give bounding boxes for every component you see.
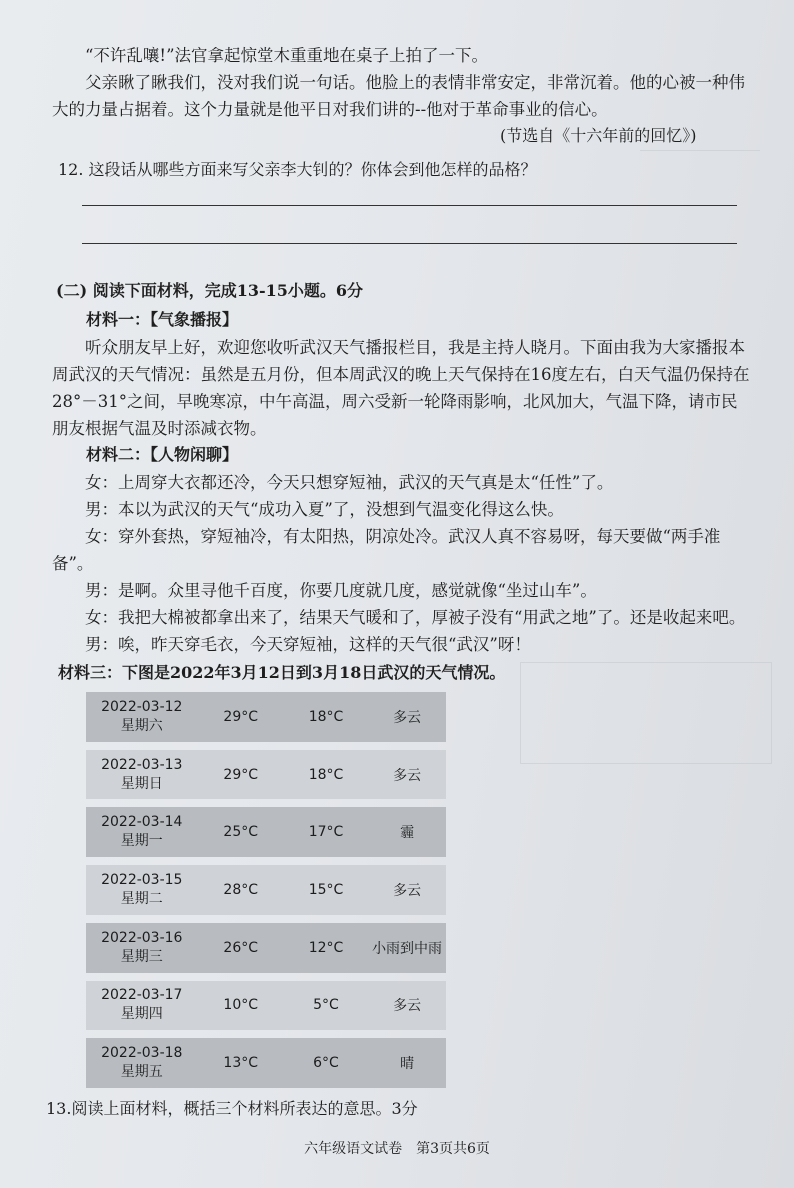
weather-date: 2022-03-15: [101, 871, 183, 888]
answer-line-1[interactable]: [82, 205, 737, 206]
weather-condition: 霾: [368, 807, 446, 857]
weather-weekday: 星期六: [120, 717, 163, 734]
weather-weekday: 星期一: [120, 833, 163, 850]
material-3-heading: 材料三：下图是2022年3月12日到3月18日武汉的天气情况。: [58, 663, 506, 682]
excerpt-paragraph-1: “不许乱嚷!”法官拿起惊堂木重重地在桌子上拍了一下。: [85, 46, 489, 65]
weather-condition: 多云: [368, 692, 446, 742]
excerpt-paragraph-2: 父亲瞅了瞅我们，没对我们说一句话。他脸上的表情非常安定，非常沉着。他的心被一种伟大的力量占据着。这个力量就是他平日对我们讲的--他对于革命事业的信心。: [52, 73, 745, 119]
weather-date: 2022-03-13: [101, 756, 183, 773]
dialogue-line: 女：上周穿大衣都还冷，今天只想穿短袖，武汉的天气真是太“任性”了。: [85, 473, 614, 492]
weather-low: 6°C: [284, 1038, 368, 1088]
weather-high: 28°C: [198, 865, 284, 915]
weather-table: [86, 692, 446, 1088]
weather-high: 13°C: [198, 1038, 284, 1088]
material-2-label: 材料二：【人物闲聊】: [86, 445, 239, 464]
weather-weekday: 星期四: [120, 1006, 163, 1023]
weather-condition: 多云: [368, 981, 446, 1031]
weather-row: [86, 1038, 446, 1088]
weather-date: 2022-03-18: [101, 1045, 183, 1062]
dialogue-line: 男：本以为武汉的天气“成功入夏”了，没想到气温变化得这么快。: [85, 500, 564, 519]
material-1-label: 材料一：【气象播报】: [86, 310, 239, 329]
weather-date-cell: [86, 692, 198, 742]
weather-date: 2022-03-14: [101, 814, 183, 831]
question-13: 13.阅读上面材料，概括三个材料所表达的意思。3分: [46, 1099, 418, 1118]
dialogue-line: 男：唉，昨天穿毛衣，今天穿短袖，这样的天气很“武汉”呀！: [85, 635, 531, 654]
weather-row: [86, 692, 446, 742]
weather-row: [86, 981, 446, 1031]
weather-weekday: 星期三: [120, 948, 163, 965]
question-12: 12. 这段话从哪些方面来写父亲李大钊的？你体会到他怎样的品格？: [58, 160, 537, 179]
weather-weekday: 星期五: [120, 1064, 163, 1081]
weather-row: [86, 865, 446, 915]
weather-high: 25°C: [198, 807, 284, 857]
page-footer: 六年级语文试卷 第3页共6页: [304, 1141, 490, 1157]
weather-high: 29°C: [198, 692, 284, 742]
weather-low: 17°C: [284, 807, 368, 857]
weather-date-cell: [86, 1038, 198, 1088]
weather-low: 15°C: [284, 865, 368, 915]
dialogue-line: 女：穿外套热，穿短袖冷，有太阳热，阴凉处冷。武汉人真不容易呀，每天要做“两手准备”。: [52, 527, 721, 573]
material-2-dialogue: [52, 469, 752, 658]
weather-date-cell: [86, 865, 198, 915]
weather-condition: 小雨到中雨: [368, 923, 446, 973]
weather-high: 10°C: [198, 981, 284, 1031]
weather-high: 29°C: [198, 750, 284, 800]
weather-row: [86, 923, 446, 973]
excerpt-source: (节选自《十六年前的回忆》): [500, 126, 697, 145]
material-1-text: 听众朋友早上好，欢迎您收听武汉天气播报栏目，我是主持人晓月。下面由我为大家播报本周武汉的天气情况：虽然是五月份，但本周武汉的晚上天气保持在16度左右，白天气温仍保持在28°－31°之间，早晚寒凉，中午高温，周六受新一轮降雨影响，北风加大，气温下降，请市民朋友根据气温及时添减衣物。: [52, 338, 750, 438]
weather-row: [86, 750, 446, 800]
weather-condition: 多云: [368, 750, 446, 800]
weather-date: 2022-03-16: [101, 929, 183, 946]
weather-row: [86, 807, 446, 857]
answer-line-2[interactable]: [82, 243, 737, 244]
weather-date-cell: [86, 807, 198, 857]
weather-date-cell: [86, 923, 198, 973]
weather-condition: 多云: [368, 865, 446, 915]
weather-weekday: 星期二: [120, 890, 163, 907]
weather-low: 18°C: [284, 692, 368, 742]
weather-high: 26°C: [198, 923, 284, 973]
dialogue-line: 男：是啊。众里寻他千百度，你要几度就几度，感觉就像“坐过山车”。: [85, 581, 597, 600]
dialogue-line: 女：我把大棉被都拿出来了，结果天气暖和了，厚被子没有“用武之地”了。还是收起来吧。: [85, 608, 746, 627]
weather-date-cell: [86, 981, 198, 1031]
weather-date: 2022-03-12: [101, 698, 183, 715]
section-2-heading: (二) 阅读下面材料，完成13-15小题。6分: [56, 281, 364, 300]
weather-low: 18°C: [284, 750, 368, 800]
weather-condition: 晴: [368, 1038, 446, 1088]
weather-weekday: 星期日: [120, 775, 163, 792]
bleed-through-box: [520, 662, 772, 764]
bleed-through-text: [640, 150, 760, 191]
weather-low: 5°C: [284, 981, 368, 1031]
weather-low: 12°C: [284, 923, 368, 973]
weather-date-cell: [86, 750, 198, 800]
weather-date: 2022-03-17: [101, 987, 183, 1004]
